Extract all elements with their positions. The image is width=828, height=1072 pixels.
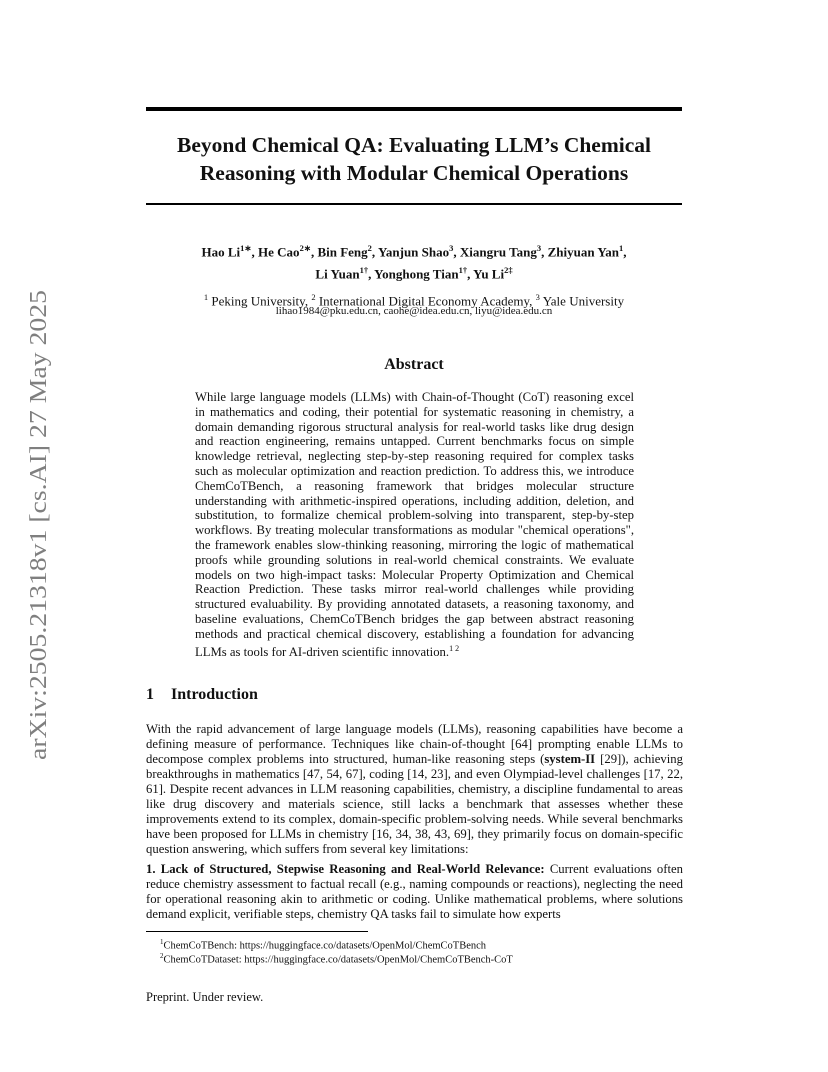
author-mark: 2∗ xyxy=(299,243,311,253)
title-line-1: Beyond Chemical QA: Evaluating LLM’s Chemical xyxy=(177,133,651,157)
author-line-2: Li Yuan$^{1\dagger}$, Yonghong Tian$^{1\dagger}$, Yu $Li^{2\ddagger}$ xyxy=(315,265,513,282)
author-name: Xiangru Tang xyxy=(459,244,537,260)
author-mark: 1∗ xyxy=(240,243,252,253)
intro-text-end: [29]), achieving breakthroughs in mathematics [47, 54, 67], coding [14, 23], and even Olympiad-level challenges [17, 22, 61]. Despite recent advances in LLM reasoning capabilities, chemistry, a discipline fundamental to areas like drug discovery and materials science, still lacks a benchmark that assesses whether these improvements extend to its complex, domain-specific problem-solving needs. While several benchmarks have been proposed for LLMs in chemistry [16, 34, 38, 43, 69], they primarily focus on domain-specific question answering, which suffers from several key limitations: xyxy=(146,752,683,856)
affiliations: $^1$ Peking University, $^2$ International Digital Economy Academy, $^3$ Yale University xyxy=(203,292,625,309)
intro-paragraph xyxy=(146,722,683,857)
affiliation-mark: 1 xyxy=(203,292,209,302)
author-line-1: Hao $Li^{1∗}$, He Cao$^{2∗}$, Bin Feng$^2$, Yanjun Shao$^3$, Xiangru Tang$^3$, Zhiyuan Yan$^1$, xyxy=(201,243,627,260)
paper-title xyxy=(146,131,682,187)
author-list xyxy=(146,239,682,284)
section-title: Introduction xyxy=(171,686,258,703)
affiliation-name: Peking University xyxy=(211,293,305,309)
author-mark: 1† xyxy=(458,265,468,276)
author-mark: 1 xyxy=(619,243,624,253)
author-name: Li Yuan xyxy=(315,266,360,282)
title-top-rule xyxy=(146,107,682,111)
author-mark: 3 xyxy=(449,243,454,253)
author-name: Yonghong Tian xyxy=(374,266,459,282)
affiliation-name: International Digital Economy Academy xyxy=(318,293,530,309)
section-number: 1 xyxy=(146,686,154,703)
affiliation-mark: 2 xyxy=(311,292,316,302)
abstract-footnote-marks: 1 2 xyxy=(449,643,460,653)
author-mark: 3 xyxy=(536,243,542,253)
arxiv-id: arXiv:2505.21318v1 [cs.AI] 27 May 2025 xyxy=(26,353,52,760)
author-mark: 2‡ xyxy=(504,265,513,276)
author-name: Yu Li xyxy=(473,266,505,282)
footnote-mark: 2 xyxy=(160,952,164,960)
title-bottom-rule xyxy=(146,203,682,205)
section-heading-introduction xyxy=(146,686,258,704)
author-name: Yanjun Shao xyxy=(377,244,450,260)
affiliation-mark: 3 xyxy=(535,292,540,302)
intro-bold-term: system-II xyxy=(544,752,596,766)
author-name: Hao Li xyxy=(201,244,241,260)
author-name: He Cao xyxy=(258,244,300,260)
abstract-text: While large language models (LLMs) with Chain-of-Thought (CoT) reasoning excel in mathematics and coding, their potential for systematic reasoning in chemistry, a domain demanding rigorous structural analysis for real-world tasks like drug design and reaction engineering, remains untapped. Current benchmarks focus on simple knowledge retrieval, neglecting step-by-step reasoning required for complex tasks such as molecular optimization and reaction prediction. To address this, we introduce ChemCoTBench, a reasoning framework that bridges molecular structure understanding with arithmetic-inspired operations, including addition, deletion, and substitution, to formalize chemical problem-solving into transparent, step-by-step workflows. By treating molecular transformations as modular "chemical operations", the framework enables slow-thinking reasoning, mirroring the logic of mathematical proofs while grounding solutions in real-world chemical constraints. We evaluate models on two high-impact tasks: Molecular Property Optimization and Chemical Reaction Prediction. These tasks mirror real-world challenges while providing structured evaluability. By providing annotated datasets, a reasoning taxonomy, and baseline evaluations, ChemCoTBench bridges the gap between abstract reasoning methods and practical chemical discovery, establishing a foundation for advancing LLMs as tools for AI-driven scientific innovation. xyxy=(195,390,634,659)
author-mark: 2 xyxy=(367,243,372,253)
footnote-rule xyxy=(146,931,368,932)
author-name: Zhiyuan Yan xyxy=(547,244,619,260)
preprint-notice: Preprint. Under review. xyxy=(146,990,264,1004)
author-mark: 1† xyxy=(359,265,369,276)
limitation-point-1 xyxy=(146,862,683,922)
arxiv-sidebar-stamp xyxy=(16,290,54,760)
affiliation-name: Yale University xyxy=(542,293,625,309)
author-emails: lihao1984@pku.edu.cn, caohe@idea.edu.cn, liyu@idea.edu.cn xyxy=(275,305,553,317)
point-1-heading: 1. Lack of Structured, Stepwise Reasoning and Real-World Relevance: xyxy=(146,862,545,876)
footnote-text: ChemCoTDataset: https://huggingface.co/datasets/OpenMol/ChemCoTBench-CoT xyxy=(163,954,513,966)
point-1-text: Current evaluations often reduce chemistry assessment to factual recall (e.g., naming compounds or reactions), neglecting the need for operational reasoning akin to arithmetic or coding. Unlike mathematical problems, where solutions demand explicit, verifiable steps, chemistry QA tasks fail to simulate how experts xyxy=(146,862,683,921)
title-line-2: Reasoning with Modular Chemical Operations xyxy=(199,161,629,185)
intro-text-start: With the rapid advancement of large language models (LLMs), reasoning capabilities have become a defining measure of performance. Techniques like chain-of-thought [64] prompting enable LLMs to decompose complex problems into structured, human-like reasoning steps ( xyxy=(146,722,683,766)
author-name: Bin Feng xyxy=(317,244,368,260)
footnote-mark: 1 xyxy=(160,938,164,946)
footnote-text: ChemCoTBench: https://huggingface.co/datasets/OpenMol/ChemCoTBench xyxy=(163,940,487,952)
abstract-heading: Abstract xyxy=(384,356,444,373)
footnote-2 xyxy=(160,949,513,968)
abstract-body xyxy=(195,390,634,660)
